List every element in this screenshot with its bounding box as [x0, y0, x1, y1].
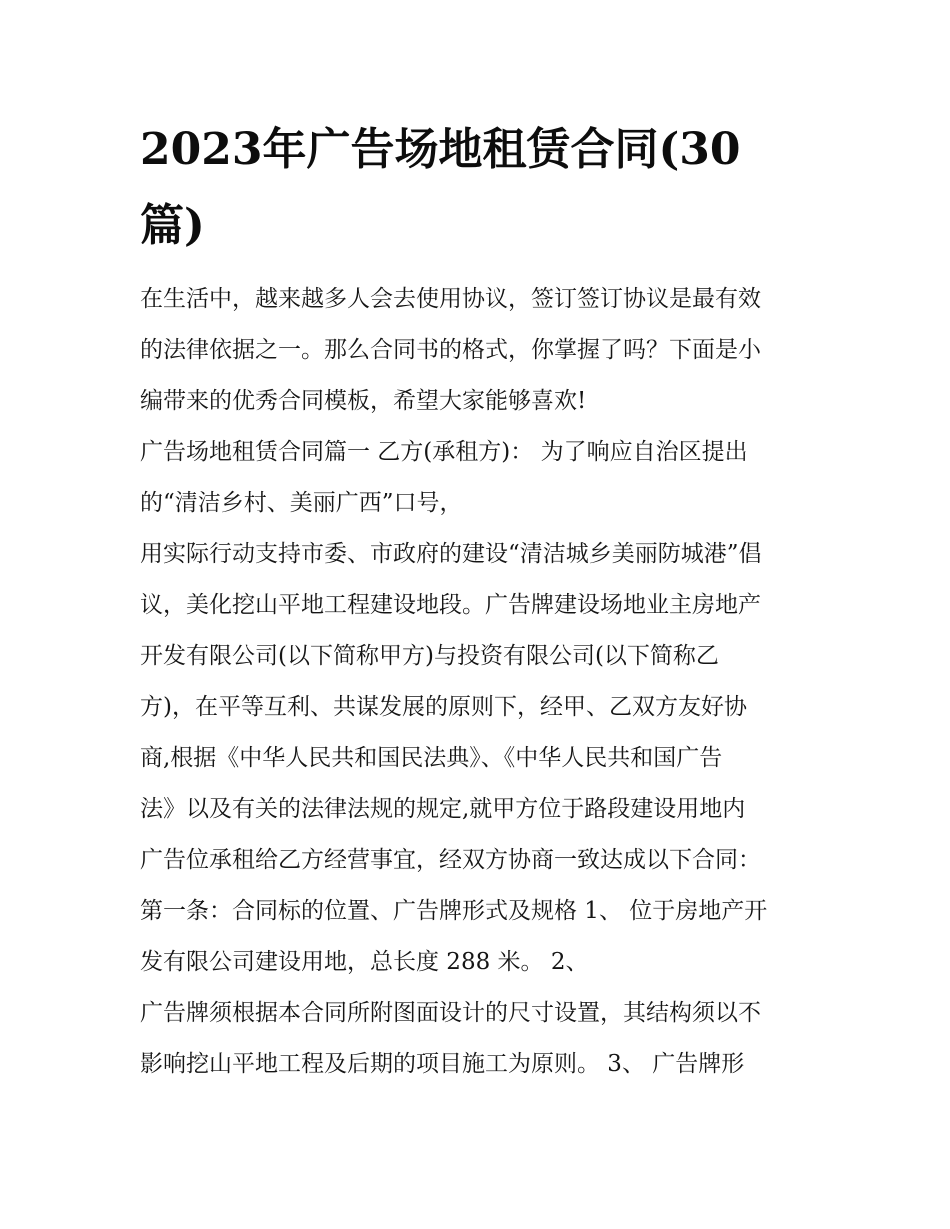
- body-line: 广告场地租赁合同篇一 乙方(承租方)： 为了响应自治区提出: [140, 439, 748, 465]
- document-title: [140, 112, 820, 264]
- body-line: 广告位承租给乙方经营事宜，经双方协商一致达成以下合同：: [140, 847, 761, 873]
- body-line: 法》以及有关的法律法规的规定,就甲方位于路段建设用地内: [140, 796, 746, 822]
- document-title-line-1: 2023年广告场地租赁合同(30: [140, 124, 741, 175]
- body-line: 广告牌须根据本合同所附图面设计的尺寸设置，其结构须以不: [140, 1000, 761, 1026]
- body-line: 的法律依据之一。那么合同书的格式，你掌握了吗？下面是小: [140, 337, 761, 363]
- body-line: 方)，在平等互利、共谋发展的原则下，经甲、乙双方友好协: [140, 694, 747, 720]
- body-line: 在生活中，越来越多人会去使用协议，签订签订协议是最有效: [140, 286, 761, 312]
- body-line: 用实际行动支持市委、市政府的建设“清洁城乡美丽防城港”倡: [140, 541, 762, 567]
- body-line: 影响挖山平地工程及后期的项目施工为原则。 3、 广告牌形: [140, 1051, 745, 1077]
- body-line: 的“清洁乡村、美丽广西”口号，: [140, 490, 463, 516]
- body-line: 第一条：合同标的位置、广告牌形式及规格 1、 位于房地产开: [140, 898, 768, 924]
- body-line: 议，美化挖山平地工程建设地段。广告牌建设场地业主房地产: [140, 592, 761, 618]
- body-line: 发有限公司建设用地，总长度 288 米。 2、: [140, 949, 589, 975]
- document-title-line-2: 篇): [140, 200, 205, 251]
- body-line: 开发有限公司(以下简称甲方)与投资有限公司(以下简称乙: [140, 643, 719, 669]
- body-line: 编带来的优秀合同模板，希望大家能够喜欢!: [140, 388, 587, 414]
- body-line: 商,根据《中华人民共和国民法典》、《中华人民共和国广告: [140, 745, 723, 771]
